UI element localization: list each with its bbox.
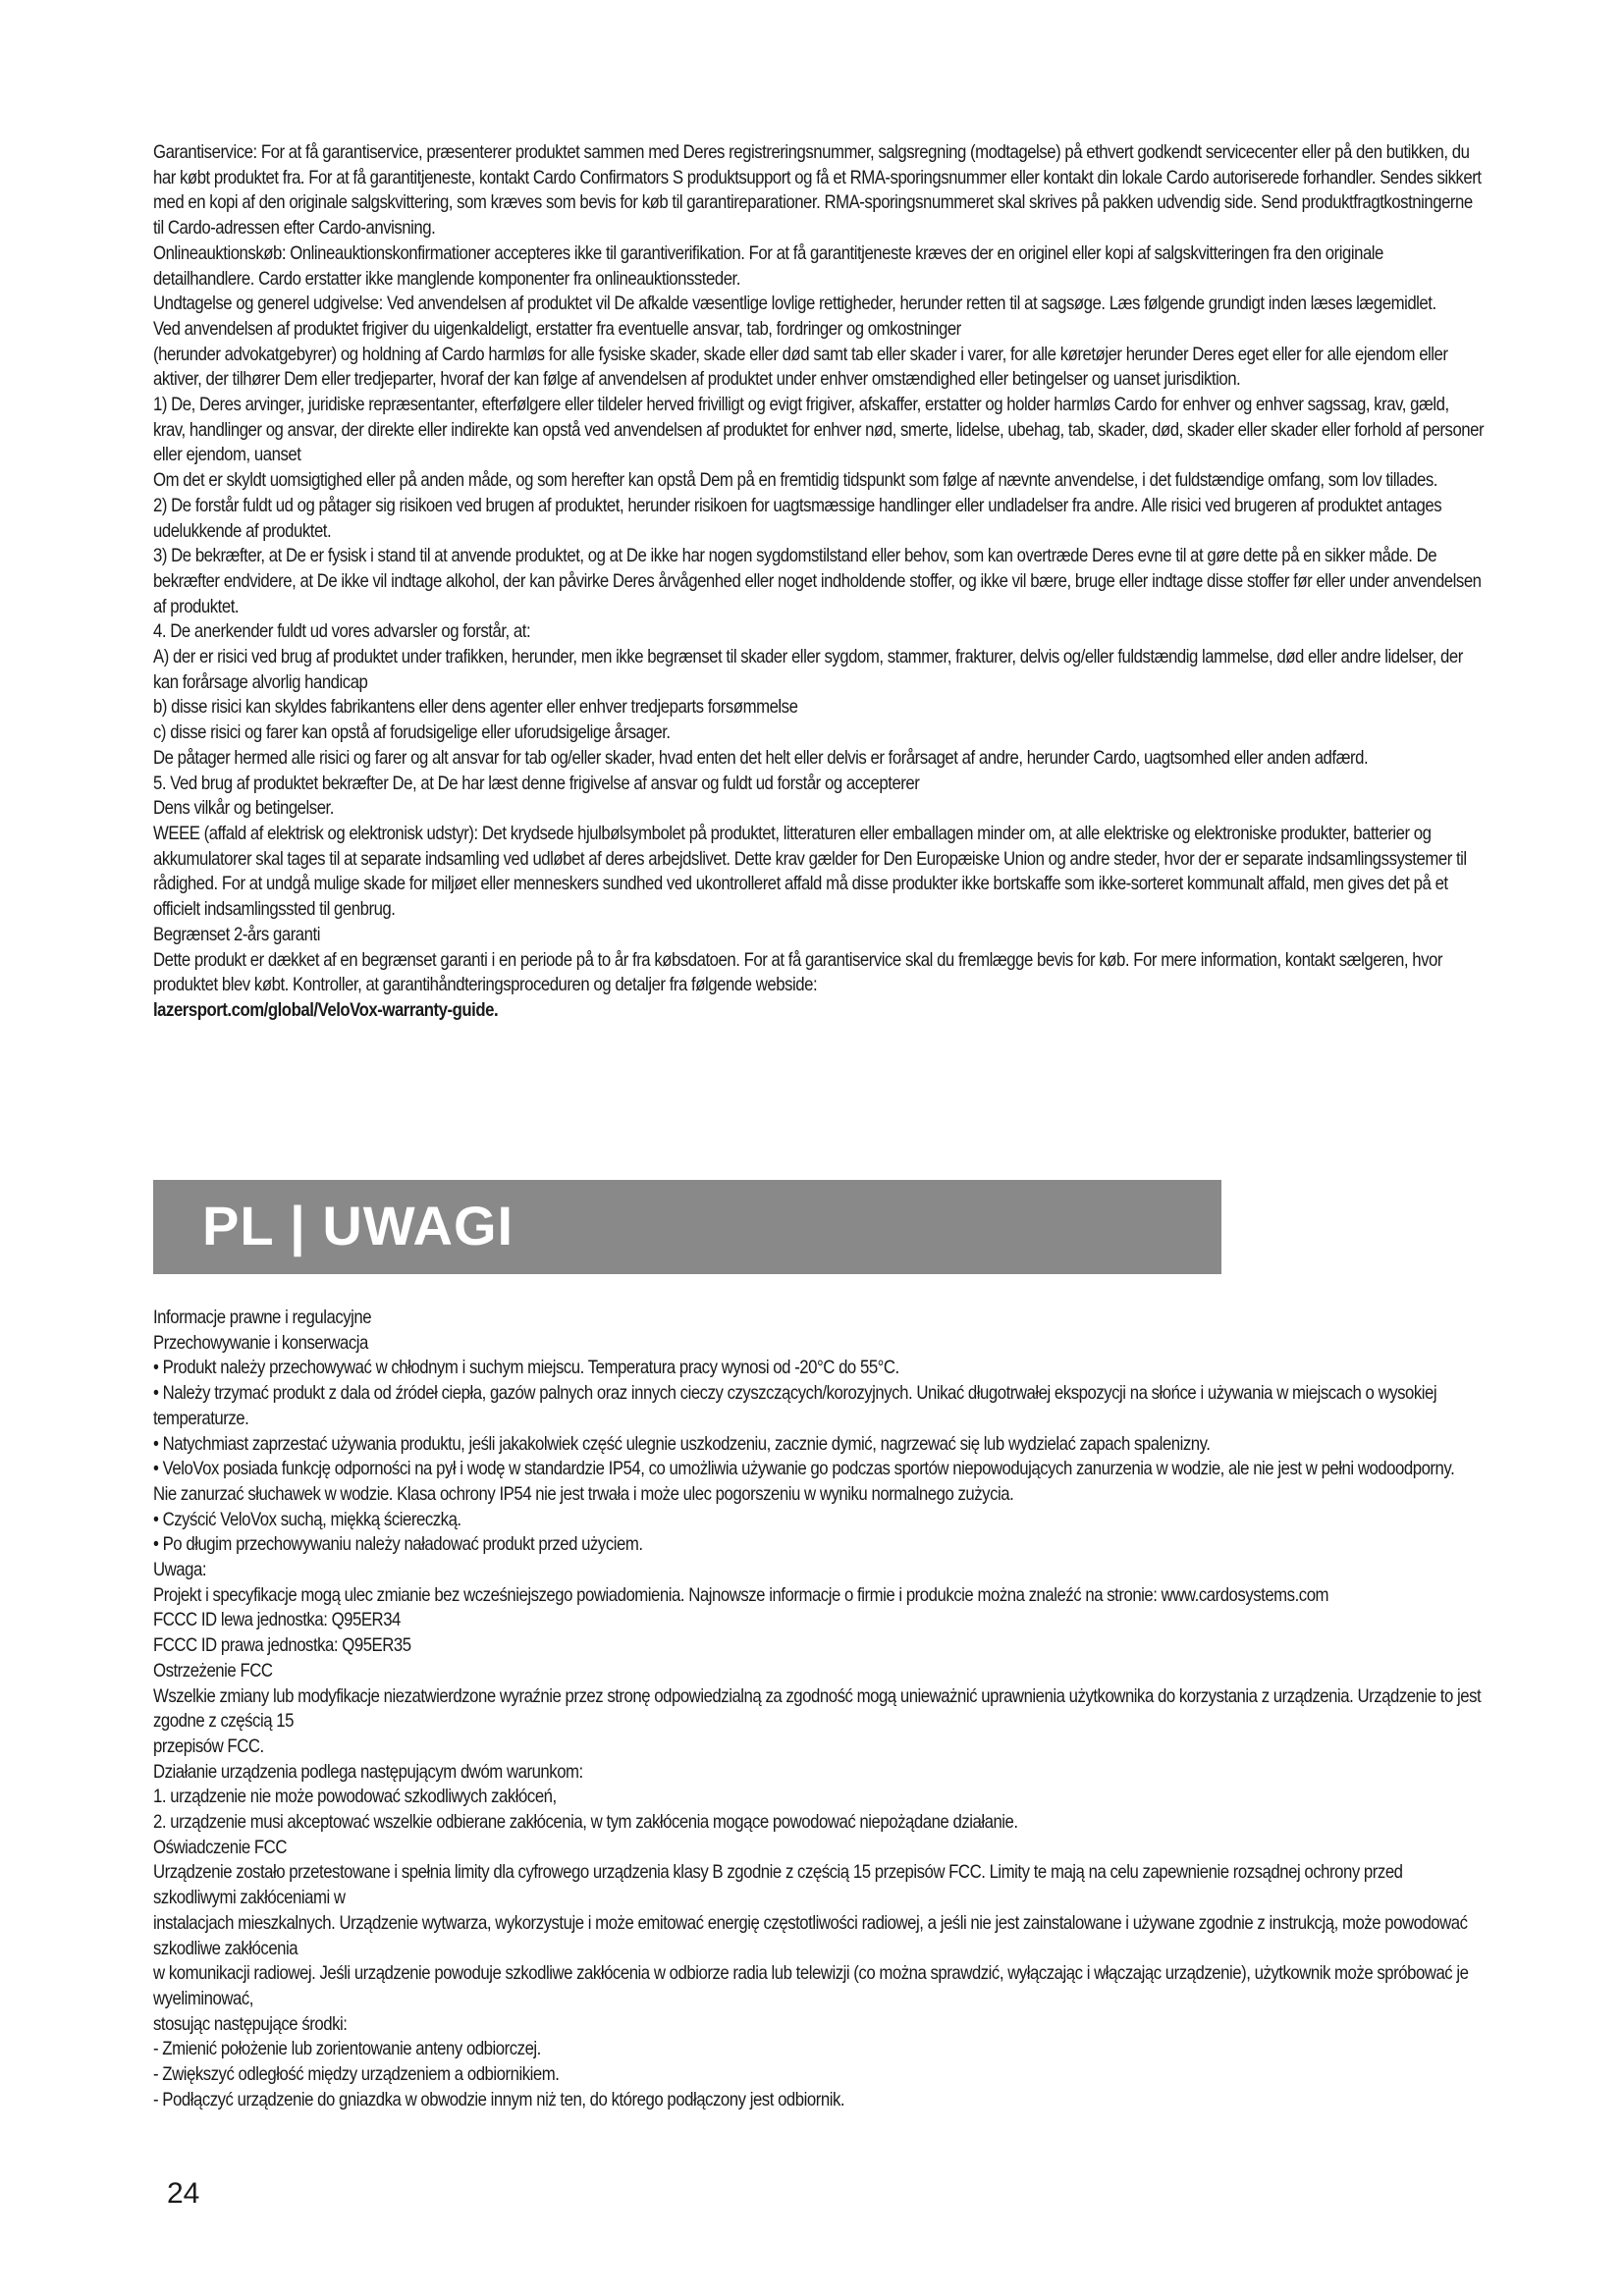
paragraph: - Zwiększyć odległość między urządzeniem a odbiornikiem. <box>153 2063 560 2086</box>
paragraph: 2. urządzenie musi akceptować wszelkie odbierane zakłócenia, w tym zakłócenia mogące powodować niepożądane działanie. <box>153 1811 1018 1834</box>
paragraph: 4. De anerkender fuldt ud vores advarsler og forstår, at: <box>153 620 531 643</box>
paragraph: De påtager hermed alle risici og farer og alt ansvar for tab og/eller skader, hvad enten det helt eller delvis er forårsaget af andre, herunder Cardo, uagtsomhed eller anden adfærd. <box>153 746 1369 769</box>
paragraph: Działanie urządzenia podlega następującym dwóm warunkom: <box>153 1760 583 1783</box>
paragraph: Om det er skyldt uomsigtighed eller på anden måde, og som herefter kan opstå Dem på en fremtidig tidspunkt som følge af nævnte anvendelse, i det fuldstændige omfang, som lov tillades. <box>153 469 1437 492</box>
paragraph: (herunder advokatgebyrer) og holdning af Cardo harmløs for alle fysiske skader, skade eller død samt tab eller skader i varer, for alle køretøjer herunder Deres eget eller for alle ejendom eller aktiver, der tilhører Dem eller tredjeparter, hvoraf der kan følge af anvendelsen af produktet under enhver omstændighed eller betingelser og uanset jurisdiktion. <box>153 343 1448 391</box>
paragraph: Przechowywanie i konserwacja <box>153 1331 368 1354</box>
section-banner-title: PL | UWAGI <box>202 1195 514 1256</box>
paragraph: Dette produkt er dækket af en begrænset garanti i en periode på to år fra købsdatoen. For at få garantiservice skal du fremlægge bevis for køb. For mere information, kontakt sælgeren, hvor produktet blev købt. Kontroller, at garantihåndteringsproceduren og detaljer fra følgende webside: <box>153 948 1443 996</box>
paragraph: FCCC ID lewa jednostka: Q95ER34 <box>153 1609 401 1631</box>
paragraph: Undtagelse og generel udgivelse: Ved anvendelsen af produktet vil De afkalde væsentlige lovlige rettigheder, herunder retten til at sagsøge. Læs følgende grundigt inden læses lægemidlet. <box>153 293 1436 315</box>
paragraph: 1. urządzenie nie może powodować szkodliwych zakłóceń, <box>153 1786 557 1808</box>
paragraph: stosując następujące środki: <box>153 2012 348 2035</box>
paragraph: 3) De bekræfter, at De er fysisk i stand til at anvende produktet, og at De ikke har nogen sygdomstilstand eller behov, som kan overtræde Deres evne til at gøre dette på en sikker måde. De bekræfter endvidere, at De ikke vil indtage alkohol, der kan påvirke Deres årvågenhed eller noget indholdende stoffer, og ikke vil bære, bruge eller indtage disse stoffer før eller under anvendelsen af produktet. <box>153 545 1482 617</box>
paragraph: Oświadczenie FCC <box>153 1836 287 1858</box>
paragraph: • VeloVox posiada funkcję odporności na pył i wodę w standardzie IP54, co umożliwia używanie go podczas sportów niepowodujących zanurzenia w wodzie, ale nie jest w pełni wodoodporny. <box>153 1458 1455 1480</box>
paragraph: A) der er risici ved brug af produktet under trafikken, herunder, men ikke begrænset til skader eller sygdom, stammer, frakturer, delvis og/eller fuldstændig lammelse, død eller andre lidelser, der kan forårsage alvorlig handicap <box>153 646 1463 693</box>
paragraph: Ostrzeżenie FCC <box>153 1659 273 1682</box>
paragraph: • Należy trzymać produkt z dala od źródeł ciepła, gazów palnych oraz innych cieczy czyszczących/korozyjnych. Unikać długotrwałej ekspozycji na słońce i używania w miejscach o wysokiej temperaturze. <box>153 1382 1437 1429</box>
paragraph: c) disse risici og farer kan opstå af forudsigelige eller uforudsigelige årsager. <box>153 721 671 744</box>
paragraph: 5. Ved brug af produktet bekræfter De, at De har læst denne frigivelse af ansvar og fuldt ud forstår og accepterer <box>153 772 920 794</box>
paragraph: FCCC ID prawa jednostka: Q95ER35 <box>153 1634 411 1657</box>
paragraph: w komunikacji radiowej. Jeśli urządzenie powoduje szkodliwe zakłócenia w odbiorze radia lub telewizji (co można sprawdzić, wyłączając i włączając urządzenie), użytkownik może spróbować je wyeliminować, <box>153 1962 1469 2009</box>
paragraph: WEEE (affald af elektrisk og elektronisk udstyr): Det krydsede hjulbølsymbolet på produktet, litteraturen eller emballagen minder om, at alle elektriske og elektroniske produkter, batterier og akkumulatorer skal tages til at separate indsamling ved udløbet af deres arbejdslivet. Dette krav gælder for Den Europæiske Union og andre steder, hvor der er separate indsamlingssystemer til rådighed. For at undgå mulige skade for miljøet eller menneskers sundhed ved ukontrolleret affald må disse produkter ikke bortskaffe som ikke-sorteret kommunalt affald, men gives det på et officielt indsamlingssted til genbrug. <box>153 822 1467 921</box>
paragraph: 2) De forstår fuldt ud og påtager sig risikoen ved brugen af produktet, herunder risikoen for uagtsmæssige handlinger eller undladelser fra andre. Alle risici ved brugeren af produktet antages udelukkende af produktet. <box>153 494 1442 542</box>
page-number: 24 <box>167 2177 200 2210</box>
paragraph: • Natychmiast zaprzestać używania produktu, jeśli jakakolwiek część ulegnie uszkodzeniu, zacznie dymić, nagrzewać się lub wydzielać zapach spalenizny. <box>153 1432 1211 1455</box>
paragraph: Begrænset 2-års garanti <box>153 923 320 945</box>
paragraph: - Podłączyć urządzenie do gniazdka w obwodzie innym niż ten, do którego podłączony jest odbiornik. <box>153 2088 845 2110</box>
danish-warranty-section <box>153 140 1485 1024</box>
polish-notes-section <box>153 1306 1485 2113</box>
paragraph: Nie zanurzać słuchawek w wodzie. Klasa ochrony IP54 nie jest trwała i może ulec pogorszeniu w wyniku normalnego zużycia. <box>153 1482 1014 1505</box>
paragraph: 1) De, Deres arvinger, juridiske repræsentanter, efterfølgere eller tildeler herved frivilligt og evigt frigiver, afskaffer, erstatter og holder harmløs Cardo for enhver og enhver sagssag, krav, gæld, krav, handlinger og ansvar, der direkte eller indirekte kan opstå ved anvendelsen af produktet for enhver nød, smerte, lidelse, ubehag, tab, skader, død, skader eller skader eller forhold af personer eller ejendom, uanset <box>153 394 1485 466</box>
paragraph: Projekt i specyfikacje mogą ulec zmianie bez wcześniejszego powiadomienia. Najnowsze informacje o firmie i produkcie można znaleźć na stronie: www.cardosystems.com <box>153 1583 1329 1606</box>
section-banner <box>153 1180 1221 1274</box>
paragraph: Wszelkie zmiany lub modyfikacje niezatwierdzone wyraźnie przez stronę odpowiedzialną za zgodność mogą unieważnić uprawnienia użytkownika do korzystania z urządzenia. Urządzenie to jest zgodne z częścią 15 <box>153 1684 1482 1733</box>
paragraph: • Po długim przechowywaniu należy naładować produkt przed użyciem. <box>153 1533 643 1556</box>
paragraph: przepisów FCC. <box>153 1735 264 1757</box>
paragraph: b) disse risici kan skyldes fabrikantens eller dens agenter eller enhver tredjeparts forsømmelse <box>153 696 798 719</box>
paragraph: Onlineauktionskøb: Onlineauktionskonfirmationer accepteres ikke til garantiverifikation. For at få garantitjeneste kræves der en originel eller kopi af salgskvitteringen fra den originale detailhandlere. Cardo erstatter ikke manglende komponenter fra onlineauktionssteder. <box>153 241 1383 290</box>
paragraph: Uwaga: <box>153 1559 207 1581</box>
paragraph: Ved anvendelsen af produktet frigiver du uigenkaldeligt, erstatter fra eventuelle ansvar, tab, fordringer og omkostninger <box>153 317 961 340</box>
paragraph: • Produkt należy przechowywać w chłodnym i suchym miejscu. Temperatura pracy wynosi od -20°C do 55°C. <box>153 1357 899 1379</box>
paragraph: Informacje prawne i regulacyjne <box>153 1307 372 1328</box>
paragraph: - Zmienić położenie lub zorientowanie anteny odbiorczej. <box>153 2038 541 2060</box>
warranty-guide-url: lazersport.com/global/VeloVox-warranty-guide. <box>153 998 499 1021</box>
paragraph: Urządzenie zostało przetestowane i spełnia limity dla cyfrowego urządzenia klasy B zgodnie z częścią 15 przepisów FCC. Limity te mają na celu zapewnienie rozsądnej ochrony przed szkodliwymi zakłóceniami w <box>153 1861 1403 1909</box>
paragraph: instalacjach mieszkalnych. Urządzenie wytwarza, wykorzystuje i może emitować energię częstotliwości radiowej, a jeśli nie jest zainstalowane i używane zgodnie z instrukcją, może powodować szkodliwe zakłócenia <box>153 1911 1468 1959</box>
paragraph: Garantiservice: For at få garantiservice, præsenterer produktet sammen med Deres registreringsnummer, salgsregning (modtagelse) på ethvert godkendt servicecenter eller på den butikken, du har købt produktet fra. For at få garantitjeneste, kontakt Cardo Confirmators S produktsupport og få et RMA-sporingsnummer eller kontakt din lokale Cardo autoriserede forhandler. Sendes sikkert med en kopi af den originale salgskvittering, som kræves som bevis for køb til garantireparationer. RMA-sporingsnummeret skal skrives på pakken udvendig side. Send produktfragtkostningerne til Cardo-adressen efter Cardo-anvisning. <box>153 141 1482 240</box>
paragraph: Dens vilkår og betingelser. <box>153 797 334 820</box>
paragraph: • Czyścić VeloVox suchą, miękką ściereczką. <box>153 1508 461 1530</box>
